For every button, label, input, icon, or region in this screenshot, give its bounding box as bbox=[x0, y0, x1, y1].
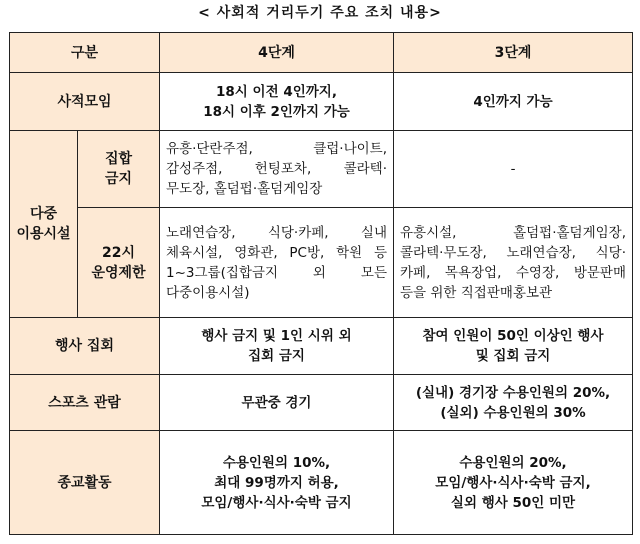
events-level3: 참여 인원이 50인 이상인 행사 및 집회 금지 bbox=[394, 318, 633, 375]
sports-level4: 무관중 경기 bbox=[160, 375, 394, 431]
distancing-measures-table bbox=[9, 32, 633, 535]
limit-level3: 유흥시설, 홀덤펍·홀덤게임장, 콜라텍·무도장, 노래연습장, 식당· 카페, 목욕장업, 수영장, 방문판매 등을 위한 직접판매홍보관 bbox=[394, 208, 633, 318]
label-religion: 종교활동 bbox=[10, 431, 160, 535]
label-multi-use: 다중 이용시설 bbox=[10, 131, 78, 318]
limit-level4: 노래연습장, 식당·카페, 실내 체육시설, 영화관, PC방, 학원 등 1~3그룹(집합금지 외 모든 다중이용시설) bbox=[160, 208, 394, 318]
row-private-gathering bbox=[10, 73, 633, 131]
label-limit: 22시 운영제한 bbox=[78, 208, 160, 318]
ban-level4: 유흥·단란주점, 클럽·나이트, 감성주점, 헌팅포차, 콜라텍· 무도장, 홀덤펍·홀덤게임장 bbox=[160, 131, 394, 208]
label-events: 행사 집회 bbox=[10, 318, 160, 375]
events-level4: 행사 금지 및 1인 시위 외 집회 금지 bbox=[160, 318, 394, 375]
header-level3: 3단계 bbox=[394, 33, 633, 73]
sports-level3: (실내) 경기장 수용인원의 20%, (실외) 수용인원의 30% bbox=[394, 375, 633, 431]
row-multi-use-limit bbox=[10, 208, 633, 318]
label-private-gathering: 사적모임 bbox=[10, 73, 160, 131]
row-sports bbox=[10, 375, 633, 431]
row-religion bbox=[10, 431, 633, 535]
header-category: 구분 bbox=[10, 33, 160, 73]
row-events bbox=[10, 318, 633, 375]
private-gathering-level4: 18시 이전 4인까지, 18시 이후 2인까지 가능 bbox=[160, 73, 394, 131]
label-ban: 집합 금지 bbox=[78, 131, 160, 208]
religion-level3: 수용인원의 20%, 모임/행사·식사·숙박 금지, 실외 행사 50인 미만 bbox=[394, 431, 633, 535]
label-sports: 스포츠 관람 bbox=[10, 375, 160, 431]
header-row bbox=[10, 33, 633, 73]
religion-level4: 수용인원의 10%, 최대 99명까지 허용, 모임/행사·식사·숙박 금지 bbox=[160, 431, 394, 535]
row-multi-use-ban bbox=[10, 131, 633, 208]
header-level4: 4단계 bbox=[160, 33, 394, 73]
private-gathering-level3: 4인까지 가능 bbox=[394, 73, 633, 131]
ban-level3: - bbox=[394, 131, 633, 208]
page-title: < 사회적 거리두기 주요 조치 내용> bbox=[198, 5, 442, 21]
